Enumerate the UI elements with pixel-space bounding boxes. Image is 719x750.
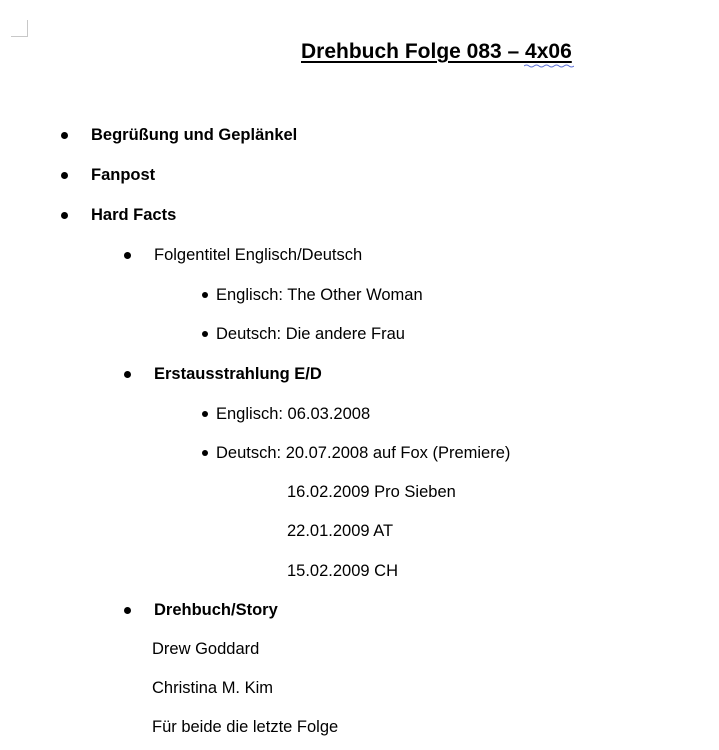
list-item-folgentitel: Folgentitel Englisch/Deutsch [154, 246, 363, 264]
list-item-erstausstrahlung: Erstausstrahlung E/D [154, 365, 322, 383]
list-item-title-german: Deutsch: Die andere Frau [216, 325, 405, 343]
bullet-icon [202, 331, 208, 337]
bullet-icon [61, 172, 68, 179]
bullet-icon [202, 292, 208, 298]
airdate-pro-sieben: 16.02.2009 Pro Sieben [287, 483, 456, 501]
list-item-hard-facts: Hard Facts [91, 206, 177, 224]
bullet-icon [61, 212, 68, 219]
spellcheck-squiggle-icon [524, 64, 574, 68]
bullet-icon [124, 371, 131, 378]
list-item-fanpost: Fanpost [91, 166, 156, 184]
list-item-airdate-english: Englisch: 06.03.2008 [216, 405, 371, 423]
bullet-icon [124, 607, 131, 614]
writer-drew-goddard: Drew Goddard [152, 640, 260, 658]
bullet-icon [202, 411, 208, 417]
list-item-airdate-german: Deutsch: 20.07.2008 auf Fox (Premiere) [216, 444, 511, 462]
bullet-icon [202, 450, 208, 456]
airdate-ch: 15.02.2009 CH [287, 562, 398, 580]
bullet-icon [124, 252, 131, 259]
list-item-drehbuch: Drehbuch/Story [154, 601, 278, 619]
writer-note: Für beide die letzte Folge [152, 718, 339, 736]
page-corner-marker [11, 20, 28, 37]
document-title: Drehbuch Folge 083 – 4x06 [301, 40, 572, 63]
writer-christina-kim: Christina M. Kim [152, 679, 274, 697]
bullet-icon [61, 132, 68, 139]
list-item-title-english: Englisch: The Other Woman [216, 286, 423, 304]
airdate-at: 22.01.2009 AT [287, 522, 394, 540]
list-item-greeting: Begrüßung und Geplänkel [91, 126, 298, 144]
